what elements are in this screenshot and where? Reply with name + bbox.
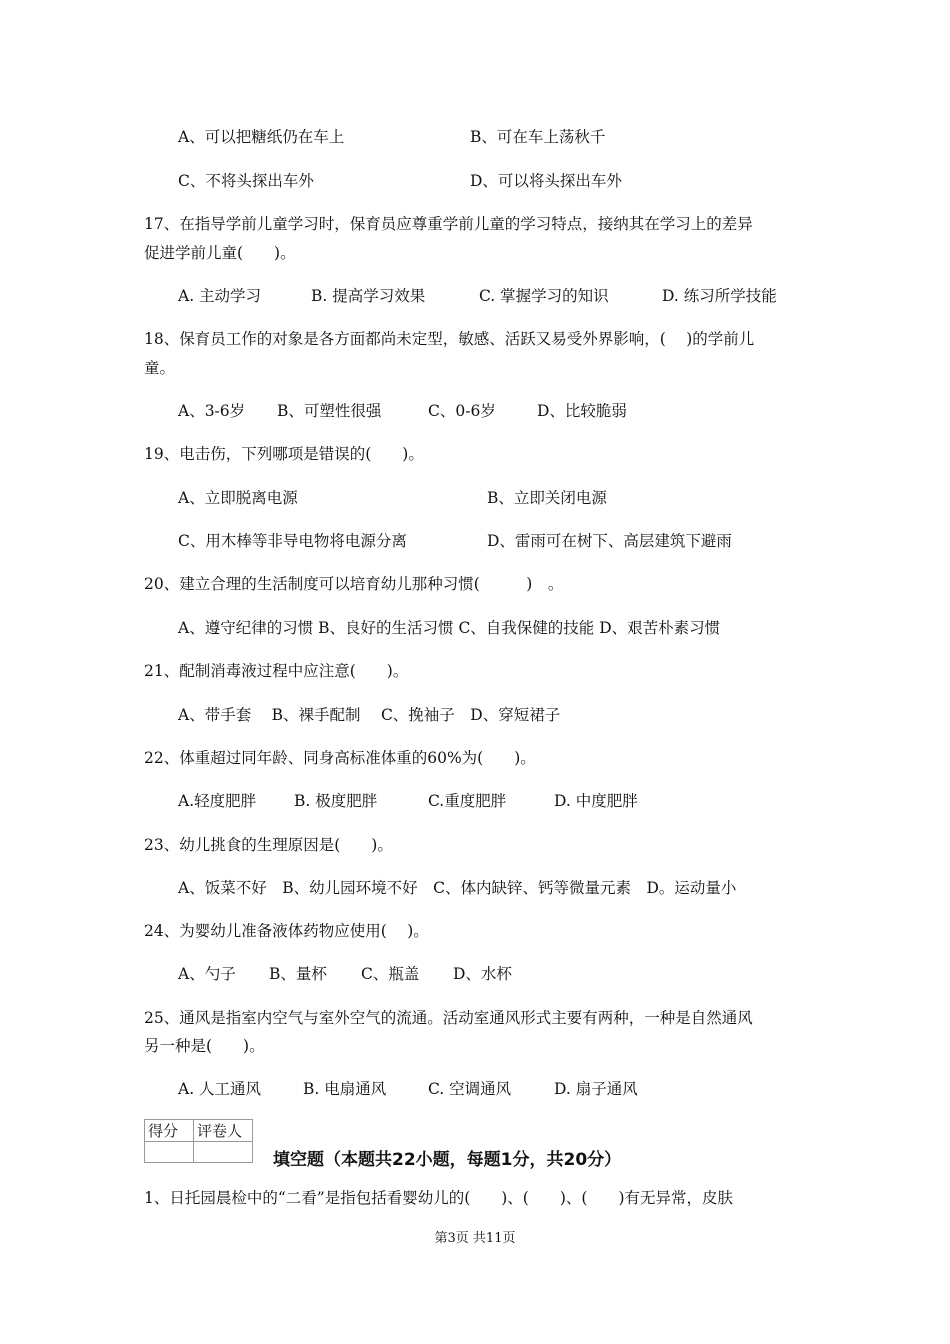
q17-option-c: C. 掌握学习的知识 — [479, 287, 609, 305]
score-cell[interactable] — [145, 1142, 194, 1163]
page-number: 第3页 共11页 — [434, 1231, 516, 1246]
q17-option-b: B. 提高学习效果 — [311, 287, 426, 305]
q22-option-d: D. 中度肥胖 — [554, 792, 638, 810]
q18-option-d: D、比较脆弱 — [537, 402, 627, 420]
q22-option-c: C.重度肥胖 — [428, 792, 507, 810]
q24-option-a: A、勺子 — [178, 965, 236, 983]
q25-option-b: B. 电扇通风 — [303, 1080, 387, 1098]
q18-stem-line1: 18、保育员工作的对象是各方面都尚未定型，敏感、活跃又易受外界影响，( )的学前儿 — [144, 330, 755, 348]
grader-cell[interactable] — [194, 1142, 253, 1163]
score-label: 得分 — [145, 1120, 194, 1142]
q16-option-b: B、可在车上荡秋千 — [470, 128, 606, 146]
q19-option-b: B、立即关闭电源 — [487, 489, 607, 507]
q17-stem-line2: 促进学前儿童( )。 — [144, 244, 296, 262]
q22-stem-line1: 22、体重超过同年龄、同身高标准体重的60%为( )。 — [144, 749, 536, 767]
q16-option-c: C、不将头探出车外 — [178, 172, 314, 190]
q21-stem-line1: 21、配制消毒液过程中应注意( )。 — [144, 662, 409, 680]
q21-options: A、带手套 B、裸手配制 C、挽袖子 D、穿短裙子 — [178, 706, 561, 724]
q19-option-c: C、用木棒等非导电物将电源分离 — [178, 532, 407, 550]
q22-option-b: B. 极度肥胖 — [294, 792, 378, 810]
q24-option-c: C、瓶盖 — [361, 965, 420, 983]
q20-stem-line1: 20、建立合理的生活制度可以培育幼儿那种习惯( ) 。 — [144, 575, 564, 593]
q18-option-b: B、可塑性很强 — [277, 402, 382, 420]
q18-option-a: A、3-6岁 — [178, 402, 246, 420]
q18-option-c: C、0-6岁 — [428, 402, 496, 420]
q25-option-a: A. 人工通风 — [178, 1080, 262, 1098]
fill-q1-stem-line1: 1、日托园晨检中的“二看”是指包括看婴幼儿的( )、( )、( )有无异常，皮肤 — [144, 1189, 733, 1207]
q24-option-b: B、量杯 — [269, 965, 327, 983]
q18-stem-line2: 童。 — [144, 359, 176, 377]
q19-option-a: A、立即脱离电源 — [178, 489, 298, 507]
q22-option-a: A.轻度肥胖 — [178, 792, 257, 810]
q16-option-d: D、可以将头探出车外 — [470, 172, 622, 190]
q16-option-a: A、可以把糖纸仍在车上 — [178, 128, 345, 146]
q20-options: A、遵守纪律的习惯 B、良好的生活习惯 C、自我保健的技能 D、艰苦朴素习惯 — [178, 619, 721, 637]
grader-label: 评卷人 — [194, 1120, 253, 1142]
q23-stem-line1: 23、幼儿挑食的生理原因是( )。 — [144, 836, 393, 854]
q19-stem-line1: 19、电击伤，下列哪项是错误的( )。 — [144, 445, 424, 463]
q23-options: A、饭菜不好 B、幼儿园环境不好 C、体内缺锌、钙等微量元素 D。运动量小 — [178, 879, 737, 897]
q24-stem-line1: 24、为婴幼儿准备液体药物应使用( )。 — [144, 922, 429, 940]
q19-option-d: D、雷雨可在树下、高层建筑下避雨 — [487, 532, 732, 550]
q17-stem-line1: 17、在指导学前儿童学习时，保育员应尊重学前儿童的学习特点，接纳其在学习上的差异 — [144, 215, 753, 233]
q25-stem-line2: 另一种是( )。 — [144, 1037, 265, 1055]
q17-option-d: D. 练习所学技能 — [662, 287, 777, 305]
q25-option-c: C. 空调通风 — [428, 1080, 512, 1098]
score-table — [144, 1119, 253, 1163]
section-title: 填空题（本题共22小题，每题1分，共20分） — [273, 1150, 622, 1170]
q25-option-d: D. 扇子通风 — [554, 1080, 638, 1098]
q17-option-a: A. 主动学习 — [178, 287, 262, 305]
q25-stem-line1: 25、通风是指室内空气与室外空气的流通。活动室通风形式主要有两种，一种是自然通风 — [144, 1009, 753, 1027]
q24-option-d: D、水杯 — [453, 965, 512, 983]
